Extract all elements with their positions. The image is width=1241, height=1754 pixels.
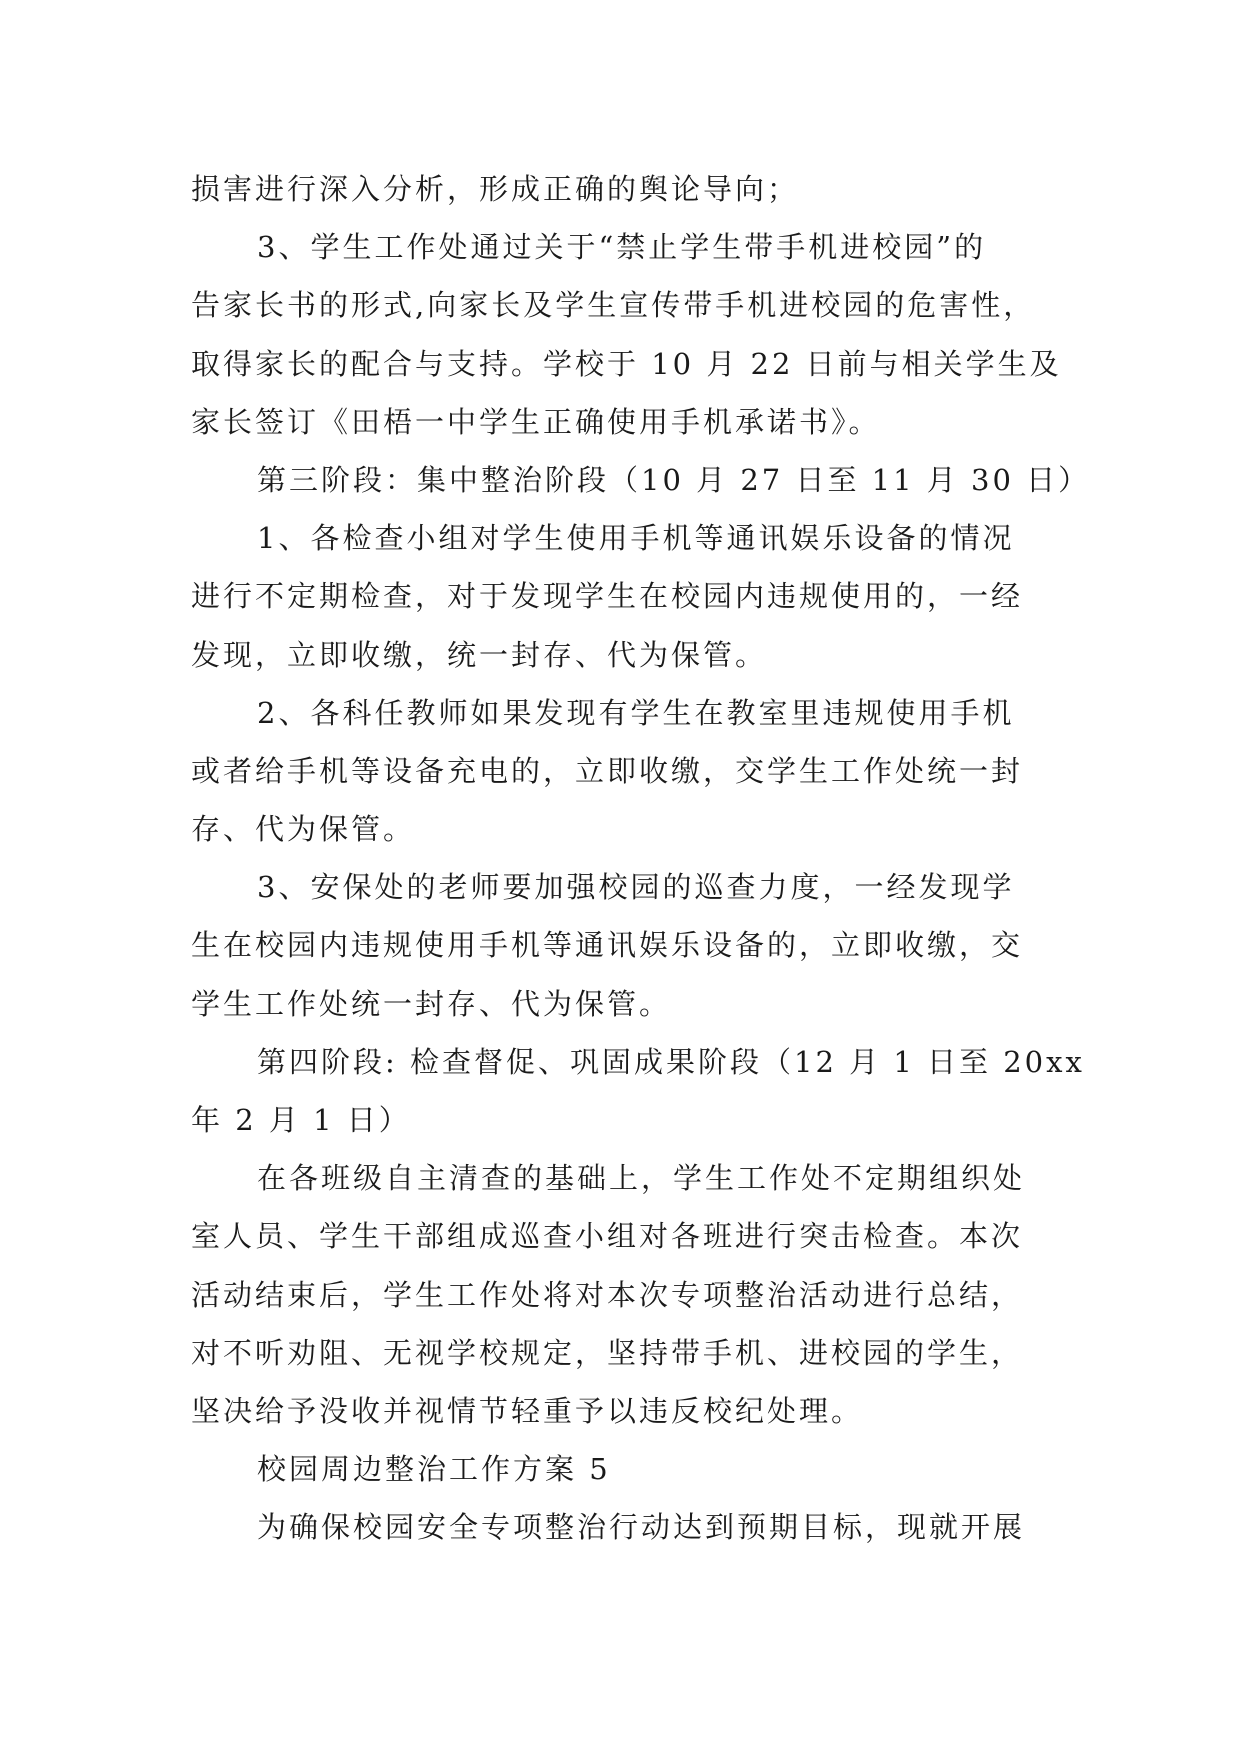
paragraph-line: 2、各科任教师如果发现有学生在教室里违规使用手机 [257, 695, 1015, 730]
paragraph-line: 3、学生工作处通过关于“禁止学生带手机进校园”的 [257, 230, 987, 265]
paragraph-line: 年 2 月 1 日） [191, 1103, 411, 1137]
paragraph-line: 学生工作处统一封存、代为保管。 [191, 986, 672, 1021]
paragraph [191, 509, 1071, 684]
paragraph-line: 存、代为保管。 [191, 812, 416, 847]
paragraph [191, 1033, 1085, 1149]
paragraph-line: 坚决给予没收并视情节轻重予以违反校纪处理。 [191, 1393, 864, 1428]
paragraph-line: 进行不定期检查，对于发现学生在校园内违规使用的，一经 [191, 579, 1024, 614]
paragraph-line: 第三阶段：集中整治阶段（10 月 27 日至 11 月 30 日） [257, 462, 1091, 497]
paragraph-line: 家长签订《田梧一中学生正确使用手机承诺书》。 [191, 404, 881, 439]
paragraph [191, 684, 1071, 859]
paragraph [191, 1440, 1071, 1498]
paragraph-line: 活动结束后，学生工作处将对本次专项整治活动进行总结， [191, 1277, 1024, 1312]
paragraph [191, 1149, 1071, 1440]
document-body [191, 160, 1091, 1557]
paragraph [191, 1498, 1071, 1556]
paragraph-line: 对不听劝阻、无视学校规定，坚持带手机、进校园的学生， [191, 1335, 1024, 1370]
paragraph-line: 校园周边整治工作方案 5 [257, 1452, 611, 1487]
paragraph [191, 218, 1071, 451]
paragraph [191, 451, 1091, 509]
paragraph-line: 室人员、学生干部组成巡查小组对各班进行突击检查。本次 [191, 1219, 1024, 1254]
paragraph-line: 3、安保处的老师要加强校园的巡查力度，一经发现学 [257, 870, 1015, 905]
paragraph-line: 发现，立即收缴，统一封存、代为保管。 [191, 637, 768, 672]
paragraph-line: 告家长书的形式,向家长及学生宣传带手机进校园的危害性， [191, 288, 1036, 323]
paragraph-line: 取得家长的配合与支持。学校于 10 月 22 日前与相关学生及 [191, 346, 1062, 381]
paragraph-line: 生在校园内违规使用手机等通讯娱乐设备的，立即收缴，交 [191, 928, 1024, 963]
paragraph-line: 第四阶段: 检查督促、巩固成果阶段（12 月 1 日至 20xx [257, 1044, 1085, 1079]
paragraph [191, 160, 1071, 218]
paragraph-line: 1、各检查小组对学生使用手机等通讯娱乐设备的情况 [257, 521, 1015, 556]
paragraph-line: 或者给手机等设备充电的，立即收缴，交学生工作处统一封 [191, 753, 1024, 788]
paragraph-line: 损害进行深入分析，形成正确的舆论导向； [191, 172, 800, 206]
paragraph-line: 为确保校园安全专项整治行动达到预期目标，现就开展 [257, 1510, 1026, 1545]
paragraph [191, 858, 1071, 1033]
paragraph-line: 在各班级自主清查的基础上，学生工作处不定期组织处 [257, 1161, 1026, 1196]
